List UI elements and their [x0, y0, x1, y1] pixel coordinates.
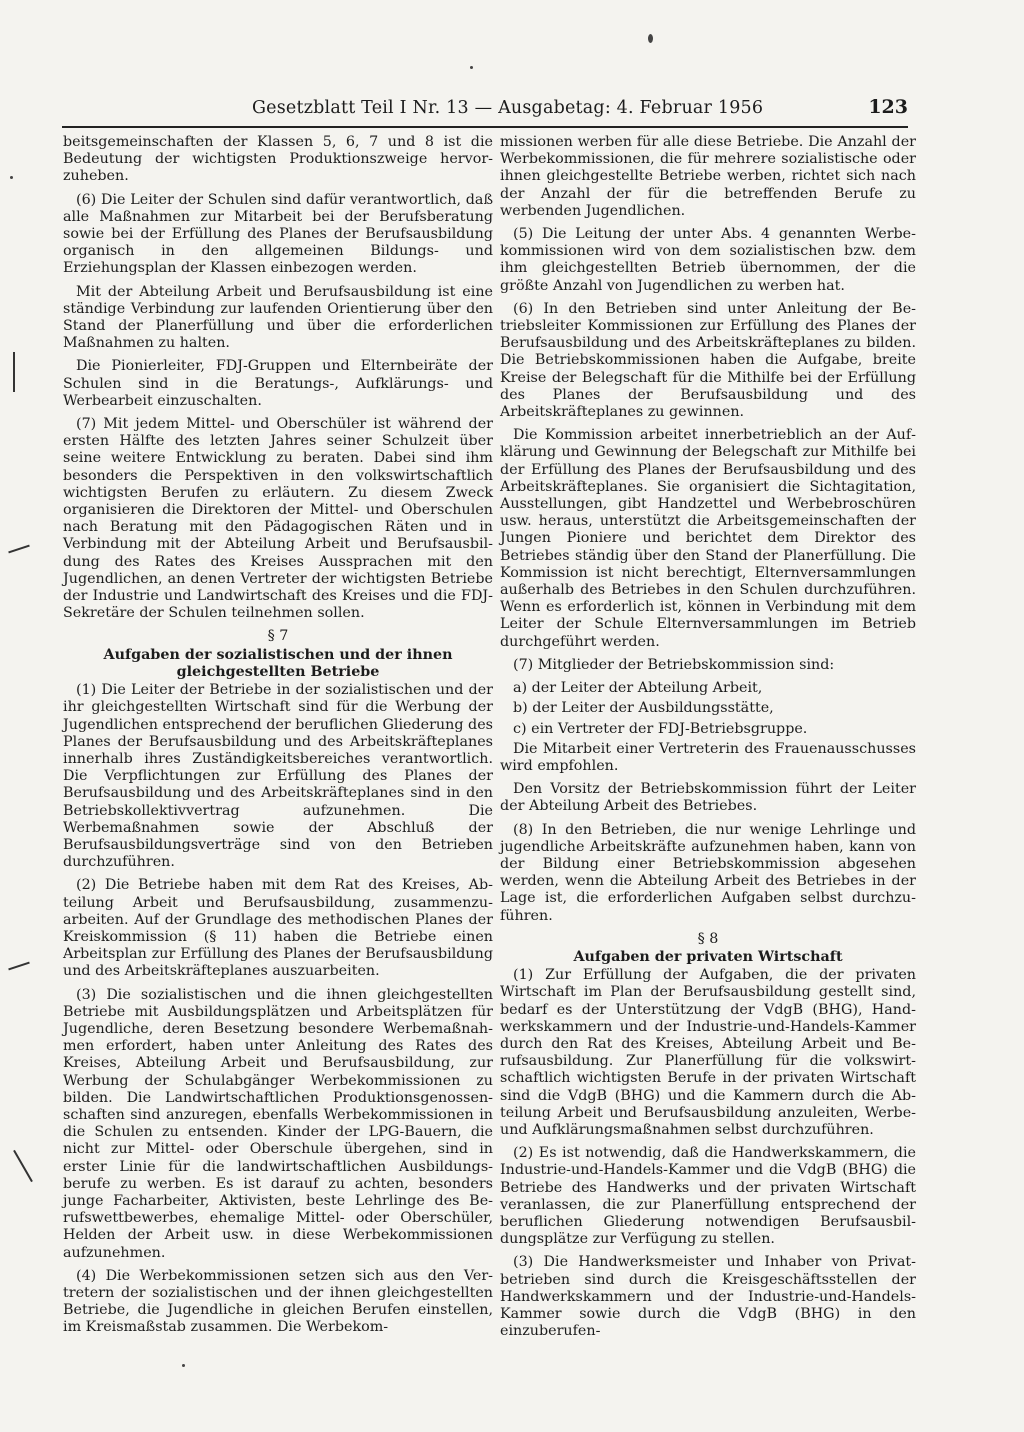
- paragraph: (2) Es ist notwendig, daß die Handwerkskammern, die Industrie-und-Handels-Kammer und die VdgB (BHG) die Betriebe des Handwerks und der privaten Wirtschaft veranlassen, die zur Planerfüllung entsprechend der beruflichen Gliederung notwendigen Berufsausbildungsplätze zur Verfügung zu stellen.: [500, 1145, 916, 1248]
- section-heading: Aufgaben der privaten Wirtschaft: [573, 948, 843, 965]
- paragraph: Die Mitarbeit einer Vertreterin des Frauenausschusses wird empfohlen.: [500, 740, 916, 774]
- paragraph: (7) Mitglieder der Betriebskommission sind:: [513, 656, 835, 673]
- page-number: 123: [868, 96, 908, 118]
- list-item: c) ein Vertreter der FDJ-Betriebsgruppe.: [513, 720, 808, 737]
- page-header: [62, 88, 908, 128]
- paragraph: (3) Die sozialistischen und die ihnen gleichgestellten Betriebe mit Ausbildungsplätzen und Arbeitsplätzen für Jugendliche, deren Besetzung besondere Werbemaßnahmen erfordert, haben unter Anleitung des Rates des Kreises, Abteilung Arbeit und Berufsausbildung, zur Werbung der Schulabgänger Werbekommissionen zu bilden. Die Landwirtschaftlichen Produktionsgenossenschaften sind anzuregen, ebenfalls Werbekommissionen in die Schulen zu entsenden. Kinder der LPG-Bauern, die nicht zur Mittel- oder Oberschule übergehen, sind in erster Linie für die landwirtschaftlichen Ausbildungsberufe zu werben. Es ist darauf zu achten, besonders junge Facharbeiter, Aktivisten, beste Lehrlinge des Berufswettbewerbes, ehemalige Mittel- oder Oberschüler, Helden der Arbeit usw. in diese Werbekommissionen aufzunehmen.: [63, 986, 493, 1261]
- paragraph: (6) Die Leiter der Schulen sind dafür verantwortlich, daß alle Maßnahmen zur Mitarbeit bei der Berufsberatung sowie bei der Erfüllung des Planes der Berufsausbildung organisch in den allgemeinen Bildungs- und Erziehungsplan der Klassen einbezogen werden.: [63, 191, 493, 277]
- paragraph: (2) Die Betriebe haben mit dem Rat des Kreises, Abteilung Arbeit und Berufsausbildung, zusammenzuarbeiten. Auf der Grundlage des methodischen Planes der Kreiskommission (§ 11) haben die Betriebe einen Arbeitsplan zur Erfüllung des Planes der Berufsausbildung und des Arbeitskräfteplanes auszuarbeiten.: [63, 877, 493, 980]
- paragraph: beitsgemeinschaften der Klassen 5, 6, 7 und 8 ist die Bedeutung der wichtigsten Produktionszweige hervorzuheben.: [63, 134, 493, 185]
- paragraph: (4) Die Werbekommissionen setzen sich aus den Vertretern der sozialistischen und der ihnen gleichgestellten Betriebe, die Jugendliche in gleichen Berufen einstellen, im Kreismaßstab zusammen. Die Werbekom-: [63, 1267, 493, 1336]
- paragraph: (6) In den Betrieben sind unter Anleitung der Betriebsleiter Kommissionen zur Erfüllung des Planes der Berufsausbildung und des Arbeitskräfteplanes zu bilden. Die Betriebskommissionen haben die Aufgabe, breite Kreise der Belegschaft für die Mithilfe bei der Erfüllung des Planes der Berufsausbildung und des Arbeitskräfteplanes zu gewinnen.: [500, 300, 916, 421]
- paragraph: Mit der Abteilung Arbeit und Berufsausbildung ist eine ständige Verbindung zur laufenden Orientierung über den Stand der Planerfüllung und über die erforderlichen Maßnahmen zu halten.: [63, 283, 493, 352]
- list-item: b) der Leiter der Ausbildungsstätte,: [513, 700, 774, 717]
- scan-speck: [10, 176, 13, 179]
- paragraph: (7) Mit jedem Mittel- und Oberschüler ist während der ersten Hälfte des letzten Jahres seiner Schulzeit über seine weitere Entwicklung zu beraten. Dabei sind ihm besonders die Perspektiven in den volkswirtschaftlich wichtigsten Berufen zu erläutern. Zu diesem Zweck organisieren die Direktoren der Mittel- und Oberschulen nach Beratung mit den Pädagogischen Räten und in Verbindung mit der Abteilung Arbeit und Berufsausbildung des Rates des Kreises Aussprachen mit den Jugendlichen, an denen Vertreter der wichtigsten Betriebe der Industrie und Landwirtschaft des Kreises und die FDJ-Sekretäre der Schulen teilnehmen sollen.: [63, 416, 493, 622]
- paragraph: (5) Die Leitung der unter Abs. 4 genannten Werbekommissionen wird von dem sozialistischen bzw. dem ihm gleichgestellten Betrieb übernommen, der die größte Anzahl von Jugendlichen zu werben hat.: [500, 226, 916, 294]
- scan-speck: [648, 34, 653, 43]
- section-number: § 7: [267, 628, 289, 645]
- header-title: Gesetzblatt Teil I Nr. 13 — Ausgabetag: 4. Februar 1956: [252, 98, 764, 118]
- paragraph: (1) Zur Erfüllung der Aufgaben, die der privaten Wirtschaft im Plan der Berufsausbildung gestellt sind, bedarf es der Unterstützung der VdgB (BHG), Handwerkskammern und der Industrie-und-Handels-Kammer durch den Rat des Kreises, Abteilung Arbeit und Berufsausbildung. Zur Planerfüllung für die volkswirtschaftlich wichtigsten Berufe in der privaten Wirtschaft sind die VdgB (BHG) und die Kammern durch die Abteilung Arbeit und Berufsausbildung anzuleiten, Werbe- und Aufklärungsmaßnahmen selbst durchzuführen.: [500, 967, 916, 1138]
- section-number: § 8: [697, 930, 719, 947]
- paragraph: missionen werben für alle diese Betriebe. Die Anzahl der Werbekommissionen, die für mehrere sozialistische oder ihnen gleichgestellte Betriebe werben, richtet sich nach der Anzahl der für die betreffenden Berufe zu werbenden Jugendlichen.: [500, 134, 916, 219]
- paragraph: (3) Die Handwerksmeister und Inhaber von Privatbetrieben sind durch die Kreisgeschäftsstellen der Handwerkskammern und der Industrie-und-Handels-Kammer sowie durch die VdgB (BHG) in den einzuberufen-: [500, 1254, 916, 1340]
- margin-mark: [8, 545, 30, 554]
- left-column: [63, 134, 493, 1343]
- paragraph: (1) Die Leiter der Betriebe in der sozialistischen und der ihr gleichgestellten Wirtschaft sind für die Werbung der Jugendlichen entsprechend der beruflichen Gliederung des Planes der Berufsausbildung und des Arbeitskräfteplanes innerhalb ihres Zuständigkeitsbereiches verantwortlich. Die Verpflichtungen zur Erfüllung des Planes der Berufsausbildung und des Arbeitskräfteplanes sind in den Betriebskollektivvertrag aufzunehmen. Die Werbemaßnahmen sowie der Abschluß der Berufsausbildungsverträge sind von den Betrieben durchzuführen.: [63, 682, 493, 871]
- right-column: [500, 134, 916, 1346]
- paragraph: Die Pionierleiter, FDJ-Gruppen und Elternbeiräte der Schulen sind in die Beratungs-, Aufklärungs- und Werbearbeit einzuschalten.: [63, 358, 493, 409]
- paragraph: Die Kommission arbeitet innerbetrieblich an der Aufklärung und Gewinnung der Belegschaft zur Mithilfe bei der Erfüllung des Planes der Berufsausbildung und des Arbeitskräfteplanes. Sie organisiert die Sichtagitation, Ausstellungen, gibt Handzettel und Werbebroschüren usw. heraus, unterstützt die Arbeitsgemeinschaften der Jungen Pioniere und berichtet dem Direktor des Betriebes ständig über den Stand der Planerfüllung. Die Kommission ist nicht berechtigt, Elternversammlungen außerhalb des Betriebes in den Schulen durchzuführen. Wenn es erforderlich ist, können in Verbindung mit dem Leiter der Schule Elternversammlungen im Betrieb durchgeführt werden.: [500, 427, 916, 650]
- margin-mark: [13, 352, 15, 392]
- paragraph: (8) In den Betrieben, die nur wenige Lehrlinge und jugendliche Arbeitskräfte aufzunehmen haben, kann von der Bildung einer Betriebskommission abgesehen werden, wenn die Abteilung Arbeit des Betriebes in der Lage ist, die erforderlichen Aufgaben selbst durchzuführen.: [500, 821, 916, 924]
- paragraph: Den Vorsitz der Betriebskommission führt der Leiter der Abteilung Arbeit des Betriebes.: [500, 781, 916, 815]
- margin-mark: [8, 962, 30, 971]
- margin-mark: [13, 1150, 33, 1182]
- scan-speck: [182, 1364, 185, 1367]
- list-item: a) der Leiter der Abteilung Arbeit,: [513, 680, 763, 697]
- section-heading: Aufgaben der sozialistischen und der ihnen gleichgestellten Betriebe: [103, 646, 453, 680]
- scan-speck: [470, 66, 473, 69]
